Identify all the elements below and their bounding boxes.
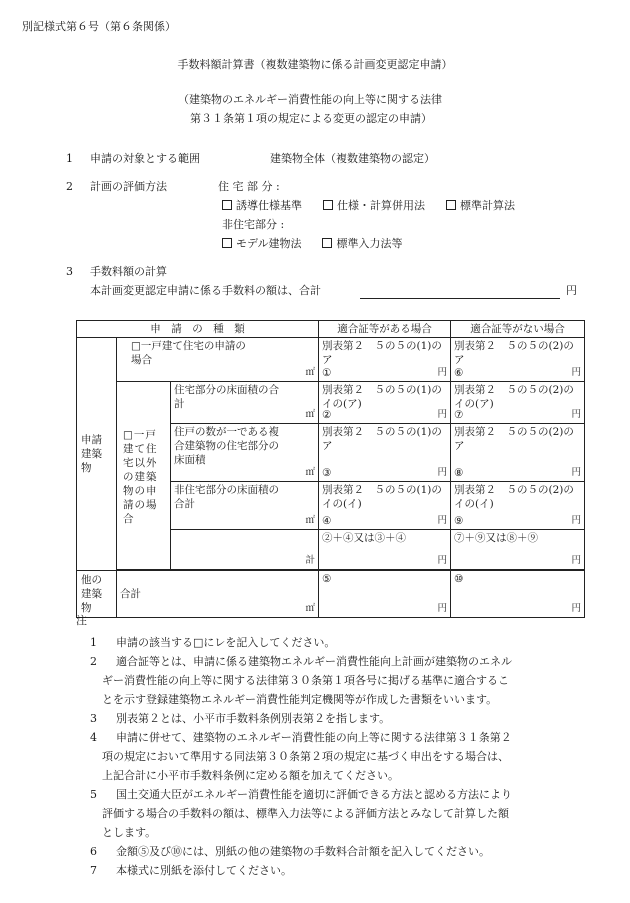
note-line: 本様式に別紙を添付してください。 bbox=[116, 864, 292, 877]
unit-yen: 円 bbox=[437, 603, 448, 614]
unit-sqm: ㎡ bbox=[305, 603, 316, 614]
total-fee-field[interactable] bbox=[360, 284, 560, 299]
one-unit-without-cell[interactable] bbox=[451, 424, 585, 482]
section3-label: 手数料額の計算 bbox=[90, 265, 167, 278]
note-line: 項の規定において準用する同法第３０条第２項の規定に基づく申出をする場合は、 bbox=[102, 750, 509, 763]
nonres-without-cell[interactable] bbox=[451, 482, 585, 530]
res-floor-label: 住宅部分の床面積の合計 bbox=[174, 384, 279, 410]
total-label: 計 bbox=[305, 555, 316, 566]
note-line: 国土交通大臣がエネルギー消費性能を適切に評価できる方法と認める方法により bbox=[116, 788, 512, 801]
nonres-without-text: 別表第２ ５の５の(2)のイの(イ) bbox=[454, 484, 574, 510]
num-9: ⑨ bbox=[454, 515, 464, 527]
note-line: とします。 bbox=[102, 826, 157, 839]
row-other-buildings bbox=[77, 571, 585, 618]
header-without-cert: 適合証等がない場合 bbox=[451, 321, 585, 338]
notes-header: 注 bbox=[76, 614, 87, 627]
section3-num: 3 bbox=[66, 265, 73, 278]
total-without-cell[interactable] bbox=[451, 530, 585, 570]
res-floor-with-text: 別表第２ ５の５の(1)のイの(ア) bbox=[322, 384, 442, 410]
residential-label: 住 宅 部 分 : bbox=[218, 180, 280, 193]
other-without-cell[interactable] bbox=[451, 571, 585, 618]
note-number: 3 bbox=[90, 712, 97, 725]
other-total-cell bbox=[117, 571, 319, 618]
note-line: 別表第２とは、小平市手数料条例別表第２を指します。 bbox=[116, 712, 391, 725]
group-other: 他の建築物 bbox=[77, 571, 117, 618]
total-fee-unit: 円 bbox=[566, 284, 577, 297]
checkbox-guided-spec[interactable] bbox=[222, 200, 232, 210]
option-guided-spec: 誘導仕様基準 bbox=[236, 199, 302, 212]
single-without-cell[interactable] bbox=[451, 338, 585, 382]
section2-num: 2 bbox=[66, 180, 73, 193]
nonres-with-text: 別表第２ ５の５の(1)のイの(イ) bbox=[322, 484, 442, 510]
note-number: 6 bbox=[90, 845, 97, 858]
note-line: 上記合計に小平市手数料条例に定める額を加えてください。 bbox=[102, 769, 399, 782]
nonresidential-label: 非住宅部分 : bbox=[222, 218, 285, 231]
option-model-building: モデル建物法 bbox=[236, 237, 302, 250]
one-unit-with-text: 別表第２ ５の５の(1)のア bbox=[322, 426, 442, 452]
unit-yen: 円 bbox=[437, 467, 448, 478]
unit-yen: 円 bbox=[571, 603, 582, 614]
other-with-cell[interactable] bbox=[319, 571, 451, 618]
unit-yen: 円 bbox=[571, 367, 582, 378]
other-total-label: 合計 bbox=[120, 588, 141, 600]
unit-sqm: ㎡ bbox=[305, 515, 316, 526]
single-with-cell[interactable] bbox=[319, 338, 451, 382]
option-standard-input: 標準入力法等 bbox=[336, 237, 403, 250]
unit-yen: 円 bbox=[437, 555, 448, 566]
subtitle-line1: （建築物のエネルギー消費性能の向上等に関する法律 bbox=[178, 93, 442, 106]
note-number: 2 bbox=[90, 655, 97, 668]
one-unit-label: 住戸の数が一である複合建築物の住宅部分の床面積 bbox=[174, 426, 279, 466]
unit-sqm: ㎡ bbox=[305, 467, 316, 478]
section3-text: 本計画変更認定申請に係る手数料の額は、合計 bbox=[90, 284, 321, 297]
note-number: 7 bbox=[90, 864, 97, 877]
subtitle-line2: 第３１条第１項の規定による変更の認定の申請） bbox=[190, 112, 432, 125]
num-1: ① bbox=[322, 367, 332, 379]
fee-table bbox=[76, 320, 585, 618]
num-3: ③ bbox=[322, 467, 332, 479]
note-number: 5 bbox=[90, 788, 97, 801]
unit-yen: 円 bbox=[437, 515, 448, 526]
nonres-cell bbox=[171, 482, 319, 530]
nonres-label: 非住宅部分の床面積の合計 bbox=[174, 484, 279, 510]
total-with-text: ②＋④又は③＋④ bbox=[322, 532, 407, 544]
num-4: ④ bbox=[322, 515, 332, 527]
one-unit-without-text: 別表第２ ５の５の(2)のア bbox=[454, 426, 574, 452]
total-with-cell[interactable] bbox=[319, 530, 451, 570]
unit-yen: 円 bbox=[437, 409, 448, 420]
note-line: 申請に併せて、建築物のエネルギー消費性能の向上等に関する法律第３１条第２ bbox=[116, 731, 512, 744]
single-with-text: 別表第２ ５の５の(1)のア bbox=[322, 340, 442, 366]
total-label-cell bbox=[171, 530, 319, 570]
one-unit-with-cell[interactable] bbox=[319, 424, 451, 482]
note-line: 金額⑤及び⑩には、別紙の他の建築物の手数料合計額を記入してください。 bbox=[116, 845, 490, 858]
section1-label: 申請の対象とする範囲 bbox=[90, 152, 200, 165]
res-floor-with-cell[interactable] bbox=[319, 382, 451, 424]
form-number: 別記様式第６号（第６条関係） bbox=[22, 20, 176, 33]
num-7: ⑦ bbox=[454, 409, 464, 421]
nonres-with-cell[interactable] bbox=[319, 482, 451, 530]
single-house-label: □一戸建て住宅の申請の場合 bbox=[131, 340, 246, 366]
total-without-text: ⑦＋⑨又は⑧＋⑨ bbox=[454, 532, 539, 544]
header-with-cert: 適合証等がある場合 bbox=[319, 321, 451, 338]
res-floor-without-cell[interactable] bbox=[451, 382, 585, 424]
unit-yen: 円 bbox=[571, 467, 582, 478]
note-line: とを示す登録建築物エネルギー消費性能判定機関等が作成した書類をいいます。 bbox=[102, 693, 498, 706]
note-line: ギー消費性能の向上等に関する法律第３０条第１項各号に掲げる基準に適合するこ bbox=[102, 674, 509, 687]
note-number: 4 bbox=[90, 731, 97, 744]
checkbox-spec-calc[interactable] bbox=[323, 200, 333, 210]
page-title: 手数料額計算書（複数建築物に係る計画変更認定申請） bbox=[177, 58, 453, 71]
note-line: 申請の該当する□にレを記入してください。 bbox=[116, 636, 336, 649]
note-line: 適合証等とは、申請に係る建築物エネルギー消費性能向上計画が建築物のエネル bbox=[116, 655, 512, 668]
num-2: ② bbox=[322, 409, 332, 421]
option-spec-calc: 仕様・計算併用法 bbox=[337, 199, 425, 212]
unit-yen: 円 bbox=[571, 555, 582, 566]
section2-label: 計画の評価方法 bbox=[90, 180, 167, 193]
note-number: 1 bbox=[90, 636, 97, 649]
section1-value: 建築物全体（複数建築物の認定） bbox=[270, 152, 435, 165]
option-standard-calc: 標準計算法 bbox=[460, 199, 515, 212]
num-8: ⑧ bbox=[454, 467, 464, 479]
checkbox-standard-calc[interactable] bbox=[446, 200, 456, 210]
unit-sqm: ㎡ bbox=[305, 367, 316, 378]
section1-num: 1 bbox=[66, 152, 73, 165]
one-unit-cell bbox=[171, 424, 319, 482]
num-6: ⑥ bbox=[454, 367, 464, 379]
unit-yen: 円 bbox=[437, 367, 448, 378]
note-line: 評価する場合の手数料の額は、標準入力法等による評価方法とみなして計算した額 bbox=[102, 807, 509, 820]
res-floor-cell bbox=[171, 382, 319, 424]
row-single-house bbox=[77, 338, 585, 382]
other-than-single-cell[interactable]: □一戸建て住宅以外の建築物の申請の場合 bbox=[117, 382, 171, 570]
row-res-floor bbox=[77, 382, 585, 424]
unit-sqm: ㎡ bbox=[305, 409, 316, 420]
res-floor-without-text: 別表第２ ５の５の(2)のイの(ア) bbox=[454, 384, 574, 410]
single-house-cell[interactable] bbox=[117, 338, 319, 382]
single-without-text: 別表第２ ５の５の(2)のア bbox=[454, 340, 574, 366]
group-applicant: 申請建築物 bbox=[77, 338, 117, 571]
nonresidential-options bbox=[222, 237, 402, 251]
checkbox-model-building[interactable] bbox=[222, 238, 232, 248]
checkbox-standard-input[interactable] bbox=[322, 238, 332, 248]
num-5: ⑤ bbox=[322, 573, 332, 585]
num-10: ⑩ bbox=[454, 573, 464, 585]
unit-yen: 円 bbox=[571, 409, 582, 420]
unit-yen: 円 bbox=[571, 515, 582, 526]
residential-options bbox=[222, 199, 515, 213]
header-type: 申 請 の 種 類 bbox=[77, 321, 319, 338]
